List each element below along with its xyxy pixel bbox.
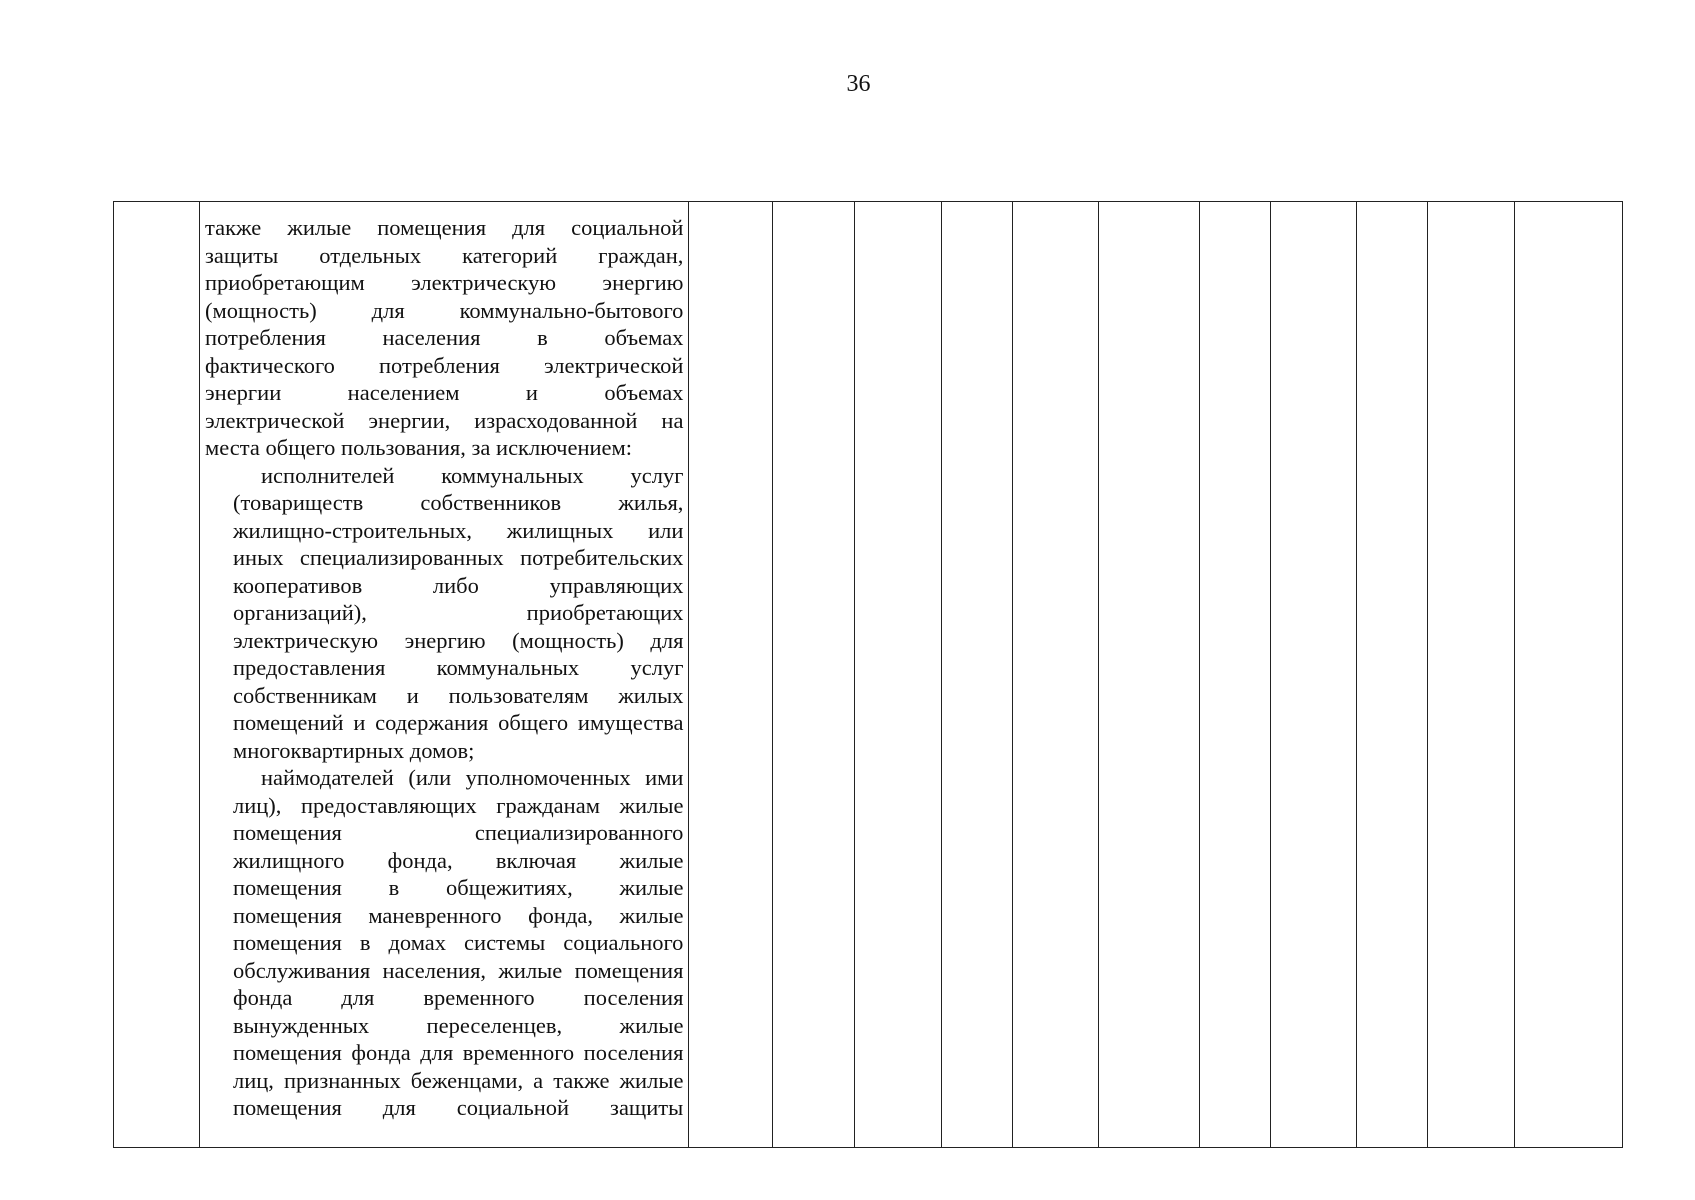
- table-cell-empty: [773, 202, 855, 1148]
- paragraph: [205, 214, 683, 462]
- text-line: собственникам и пользователям жилых: [233, 682, 684, 708]
- text-line: также жилые помещения для социальной: [205, 215, 684, 240]
- page-number: 36: [846, 71, 871, 97]
- text-line: помещения фонда для временного поселения: [233, 1040, 684, 1065]
- text-line: (мощность) для коммунально-бытового: [205, 297, 684, 323]
- table-cell-description: [200, 202, 689, 1148]
- description-text: [205, 214, 683, 1122]
- table-cell-empty: [1013, 202, 1099, 1148]
- table-cell-empty: [1200, 202, 1271, 1148]
- text-line: обслуживания населения, жилые помещения: [233, 957, 684, 983]
- table-cell-empty: [855, 202, 942, 1148]
- text-line: фонда для временного поселения: [233, 985, 684, 1010]
- text-line: исполнителей коммунальных услуг: [261, 462, 684, 488]
- table-row: [114, 202, 1623, 1148]
- text-line: защиты отдельных категорий граждан,: [205, 242, 684, 268]
- table-cell-empty: [1357, 202, 1428, 1148]
- text-line: вынужденных переселенцев, жилые: [233, 1012, 684, 1038]
- paragraph: [205, 764, 683, 1122]
- text-line: (товариществ собственников жилья,: [233, 490, 684, 515]
- document-table: [113, 201, 1623, 1148]
- table-cell-empty: [1271, 202, 1357, 1148]
- text-line: помещения маневренного фонда, жилые: [233, 902, 684, 928]
- text-line: электрической энергии, израсходованной на: [205, 407, 684, 433]
- paragraph: [205, 462, 683, 765]
- table-cell-empty: [1428, 202, 1515, 1148]
- text-line: наймодателей (или уполномоченных ими: [261, 765, 684, 790]
- text-line: лиц, признанных беженцами, а также жилые: [233, 1067, 684, 1093]
- table-cell-number: [114, 202, 200, 1148]
- text-line: лиц), предоставляющих гражданам жилые: [233, 792, 684, 818]
- table-cell-empty: [689, 202, 773, 1148]
- text-line: предоставления коммунальных услуг: [233, 655, 684, 680]
- text-line: жилищного фонда, включая жилые: [233, 847, 684, 873]
- table-cell-empty: [942, 202, 1013, 1148]
- text-line: энергии населением и объемах: [205, 380, 684, 405]
- text-line: места общего пользования, за исключением:: [205, 435, 633, 460]
- table-cell-empty: [1515, 202, 1623, 1148]
- text-line: многоквартирных домов;: [233, 737, 475, 763]
- text-line: помещения специализированного: [233, 820, 684, 845]
- text-line: помещений и содержания общего имущества: [233, 710, 684, 735]
- text-line: иных специализированных потребительских: [233, 545, 684, 570]
- text-line: электрическую энергию (мощность) для: [233, 627, 684, 653]
- text-line: приобретающим электрическую энергию: [205, 270, 684, 295]
- text-line: фактического потребления электрической: [205, 352, 684, 378]
- text-line: помещения в домах системы социального: [233, 930, 684, 955]
- text-line: жилищно-строительных, жилищных или: [233, 517, 684, 543]
- text-line: помещения для социальной защиты: [233, 1095, 684, 1120]
- text-line: потребления населения в объемах: [205, 325, 684, 350]
- text-line: помещения в общежитиях, жилые: [233, 875, 684, 900]
- table-cell-empty: [1099, 202, 1200, 1148]
- text-line: кооперативов либо управляющих: [233, 572, 684, 598]
- text-line: организаций), приобретающих: [233, 600, 684, 625]
